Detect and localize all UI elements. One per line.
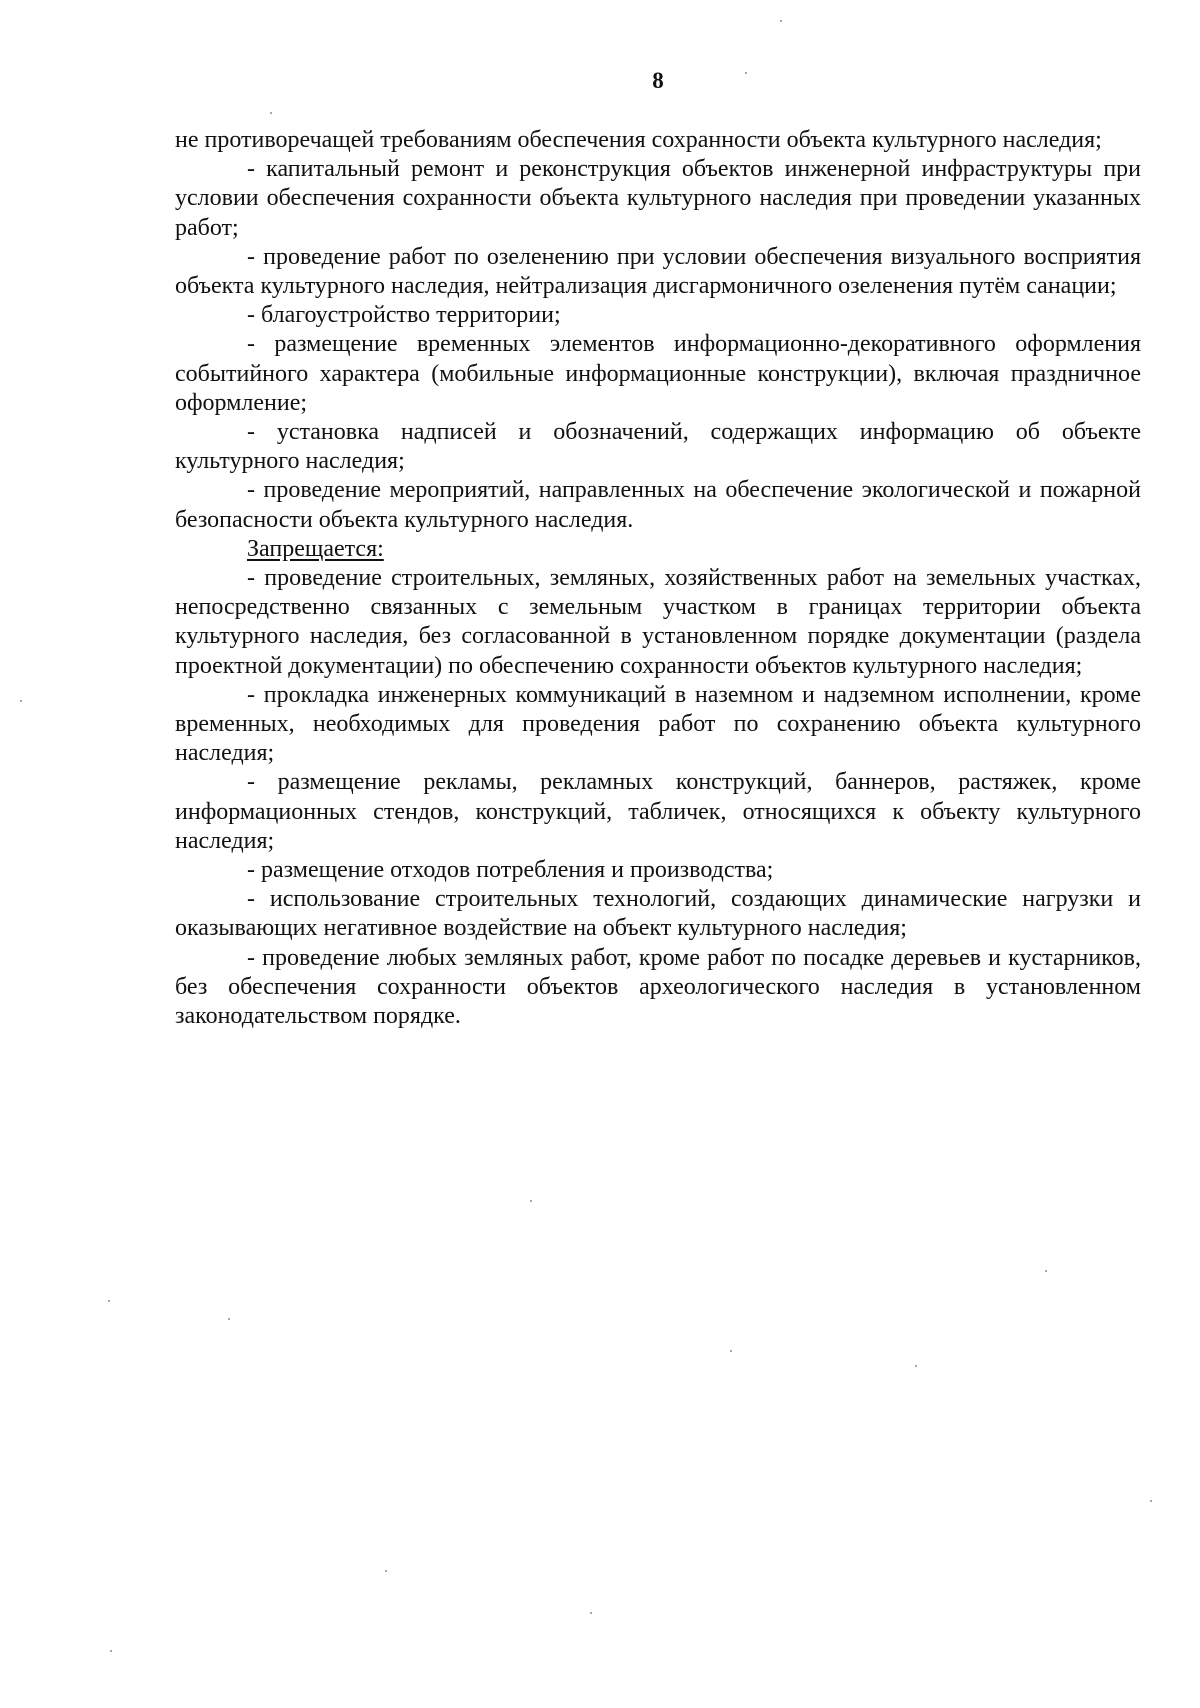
scan-speck xyxy=(780,20,782,22)
list-item: - размещение временных элементов информационно-декоративного оформления событийного характера (мобильные информационные конструкции), включая праздничное оформление; xyxy=(175,331,1141,416)
document-body xyxy=(175,126,1141,1031)
prohibited-list-item: - размещение рекламы, рекламных конструкций, баннеров, растяжек, кроме информационных стендов, конструкций, табличек, относящихся к объекту культурного наследия; xyxy=(175,769,1141,854)
scan-speck xyxy=(1150,1500,1152,1502)
scan-speck xyxy=(385,1570,387,1572)
list-item: - проведение мероприятий, направленных на обеспечение экологической и пожарной безопасности объекта культурного наследия. xyxy=(175,477,1141,533)
prohibited-list-item: - проведение строительных, земляных, хозяйственных работ на земельных участках, непосредственно связанных с земельным участком в границах территории объекта культурного наследия, без согласованной в установленном порядке документации (раздела проектной документации) по обеспечению сохранности объектов культурного наследия; xyxy=(175,565,1141,679)
prohibited-heading: Запрещается: xyxy=(247,535,384,562)
scan-speck xyxy=(745,72,747,74)
scan-speck xyxy=(228,1318,230,1320)
paragraph-continuation: не противоречащей требованиям обеспечения сохранности объекта культурного наследия; xyxy=(175,127,1102,153)
scan-speck xyxy=(108,1300,110,1302)
scan-speck xyxy=(590,1612,592,1614)
list-item: - установка надписей и обозначений, содержащих информацию об объекте культурного наследия; xyxy=(175,419,1141,475)
scan-speck xyxy=(915,1365,917,1367)
list-item: - благоустройство территории; xyxy=(247,302,561,329)
list-item: - проведение работ по озеленению при условии обеспечения визуального восприятия объекта культурного наследия, нейтрализация дисгармоничного озеленения путём санации; xyxy=(175,243,1141,300)
scan-speck xyxy=(20,700,22,702)
page-number: 8 xyxy=(652,68,664,93)
prohibited-list-item: - использование строительных технологий, создающих динамические нагрузки и оказывающих негативное воздействие на объект культурного наследия; xyxy=(175,886,1141,942)
scan-speck xyxy=(110,1650,112,1652)
prohibited-heading-line xyxy=(175,535,1141,564)
prohibited-list-item: - проведение любых земляных работ, кроме работ по посадке деревьев и кустарников, без обеспечения сохранности объектов археологического наследия в установленном законодательством порядке. xyxy=(175,944,1141,1030)
scan-speck xyxy=(1045,1270,1047,1272)
scan-speck xyxy=(530,1200,532,1202)
prohibited-list-item: - размещение отходов потребления и производства; xyxy=(247,857,774,884)
scan-speck xyxy=(270,112,272,114)
prohibited-list-item: - прокладка инженерных коммуникаций в наземном и надземном исполнении, кроме временных, необходимых для проведения работ по сохранению объекта культурного наследия; xyxy=(175,681,1141,767)
list-item: - капитальный ремонт и реконструкция объектов инженерной инфраструктуры при условии обеспечения сохранности объекта культурного наследия при проведении указанных работ; xyxy=(175,156,1141,241)
scan-speck xyxy=(730,1350,732,1352)
